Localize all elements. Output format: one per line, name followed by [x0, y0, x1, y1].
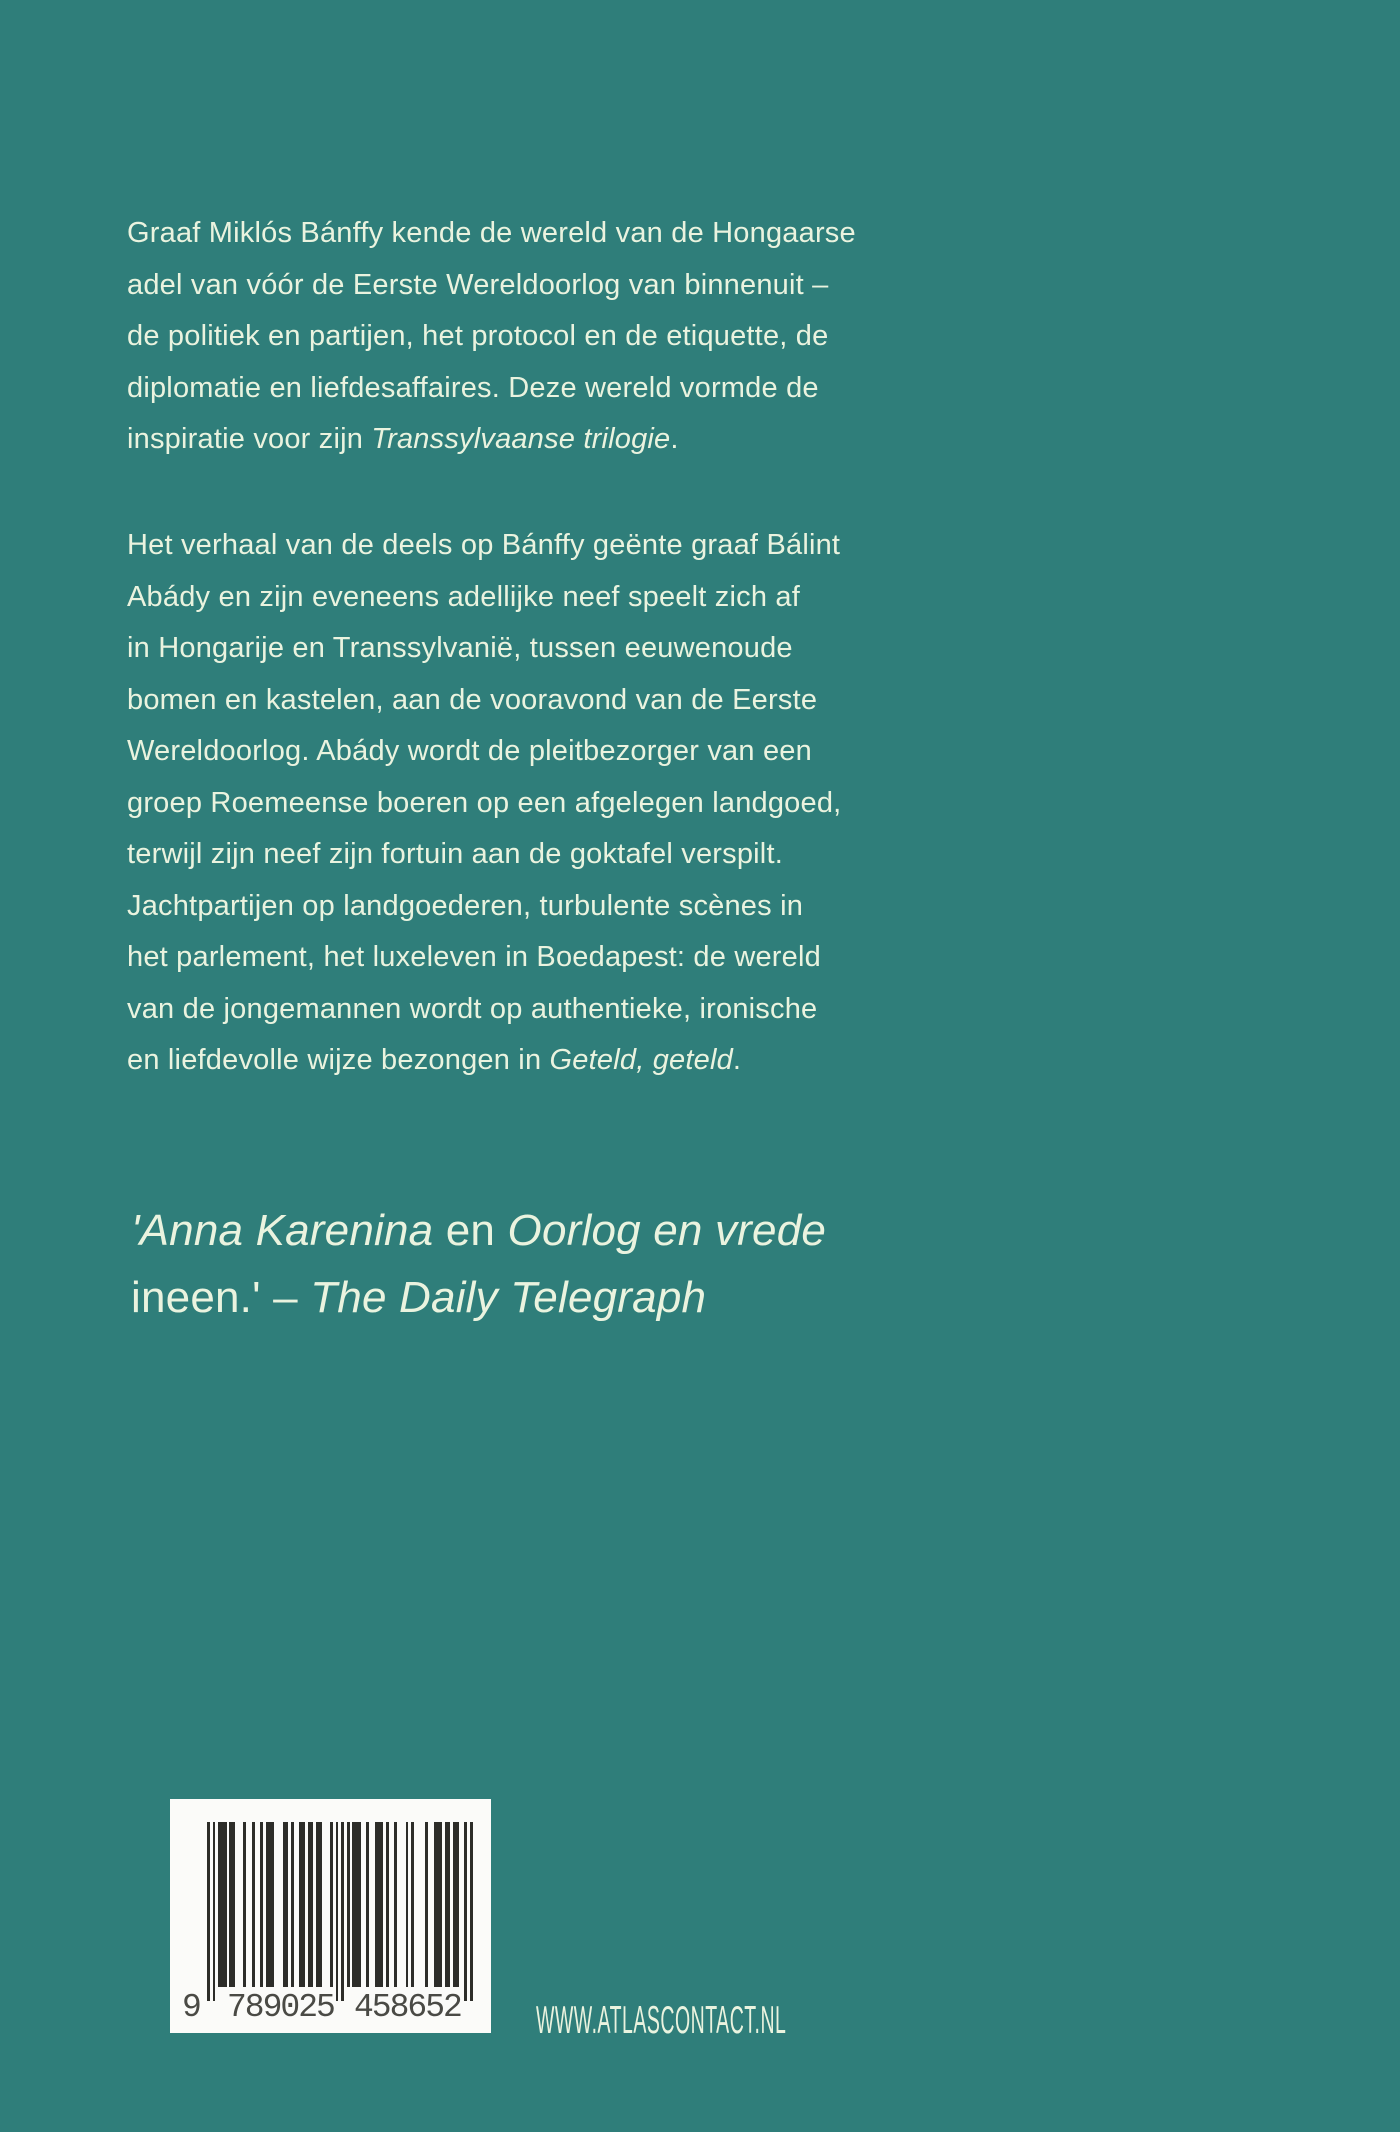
- blurb-paragraph-2: [127, 520, 841, 1087]
- text-run: .: [670, 423, 679, 455]
- text-run: het parlement, het luxeleven in Boedapest: de wereld: [127, 941, 821, 973]
- italic-text-run: Transsylvaanse trilogie: [371, 423, 671, 455]
- barcode-panel: [170, 1799, 491, 2033]
- barcode-module: [470, 1822, 473, 2001]
- barcode-digit-prefix: 9: [182, 1989, 200, 2026]
- text-line: [127, 363, 856, 415]
- text-run: en: [433, 1206, 508, 1255]
- text-line: [127, 675, 841, 727]
- text-line: [127, 1035, 841, 1087]
- text-run: en liefdevolle wijze bezongen in: [127, 1044, 550, 1076]
- text-run: groep Roemeense boeren op een afgelegen landgoed,: [127, 786, 842, 819]
- blurb-paragraph-1: [127, 208, 856, 466]
- press-quote: [131, 1197, 826, 1331]
- barcode-group-2: 458652: [354, 1989, 461, 2026]
- barcode: [207, 1822, 473, 2002]
- italic-text-run: 'Anna Karenina: [131, 1206, 434, 1255]
- italic-text-run: Oorlog en vrede: [507, 1206, 827, 1255]
- text-line: [127, 311, 856, 363]
- text-line: [127, 208, 856, 260]
- text-line: [127, 572, 841, 624]
- text-run: inspiratie voor zijn: [127, 423, 372, 455]
- text-line: [127, 520, 841, 572]
- text-run: in Hongarije en Transsylvanië, tussen eeuwenoude: [127, 632, 793, 664]
- text-line: [127, 623, 841, 675]
- text-line: [127, 932, 841, 984]
- text-run: van de jongemannen wordt op authentieke, ironische: [127, 992, 818, 1025]
- text-run: terwijl zijn neef zijn fortuin aan de goktafel verspilt.: [127, 838, 783, 870]
- text-line: [131, 1264, 826, 1331]
- text-run: Wereldoorlog. Abády wordt de pleitbezorger van een: [127, 735, 812, 767]
- publisher-website: WWW.ATLASCONTACT.NL: [536, 1999, 787, 2042]
- text-run: Graaf Miklós Bánffy kende de wereld van de Hongaarse: [127, 217, 856, 249]
- text-line: [127, 881, 841, 933]
- text-run: bomen en kastelen, aan de vooravond van de Eerste: [127, 683, 818, 716]
- text-line: [127, 414, 856, 466]
- text-run: diplomatie en liefdesaffaires. Deze wereld vormde de: [127, 371, 819, 404]
- text-line: [127, 829, 841, 881]
- text-run: Jachtpartijen op landgoederen, turbulente scènes in: [127, 889, 804, 922]
- barcode-group-1: 789025: [227, 1989, 334, 2026]
- text-run: adel van vóór de Eerste Wereldoorlog van binnenuit –: [127, 268, 829, 301]
- text-run: ineen.' –: [131, 1273, 311, 1322]
- text-run: .: [732, 1044, 742, 1076]
- italic-text-run: The Daily Telegraph: [310, 1273, 707, 1322]
- text-run: Het verhaal van de deels op Bánffy geënte graaf Bálint: [127, 529, 841, 561]
- text-line: [127, 260, 856, 312]
- text-line: [127, 778, 841, 830]
- text-run: Abády en zijn eveneens adellijke neef speelt zich af: [127, 580, 800, 613]
- text-line: [127, 726, 841, 778]
- italic-text-run: Geteld, geteld: [549, 1044, 733, 1076]
- text-line: [127, 984, 841, 1036]
- text-line: [131, 1197, 826, 1264]
- text-run: de politiek en partijen, het protocol en de etiquette, de: [127, 320, 829, 352]
